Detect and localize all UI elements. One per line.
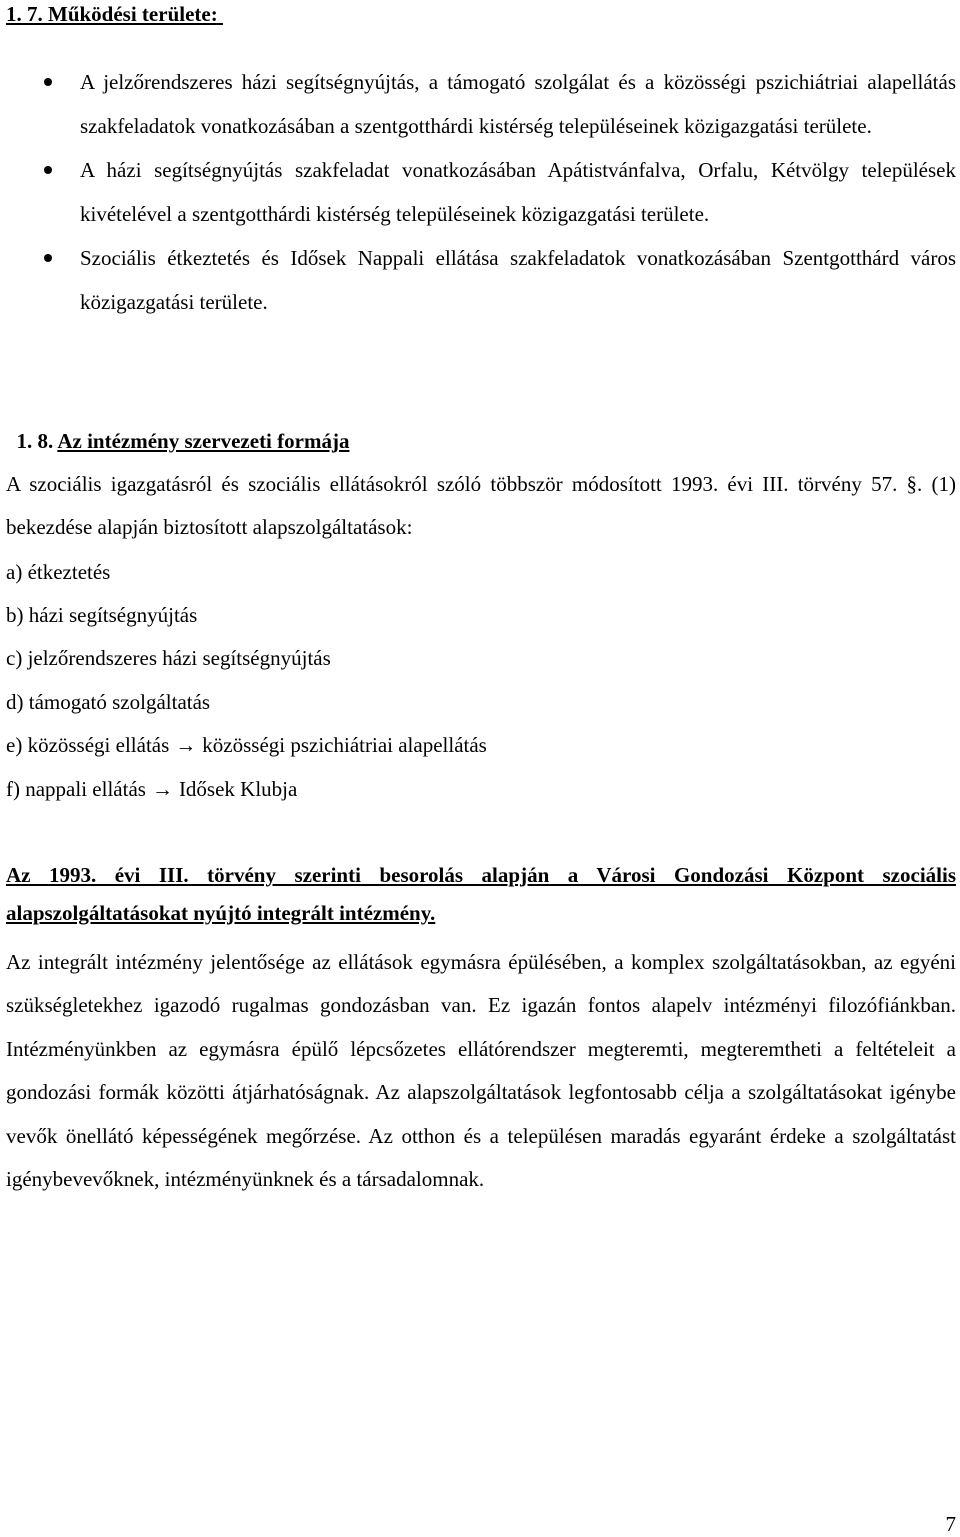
service-label: e) közösségi ellátás — [6, 733, 170, 757]
section-title: Az intézmény szervezeti formája — [57, 429, 350, 453]
bullet-text: A jelzőrendszeres házi segítségnyújtás, a támogató szolgálat és a közösségi pszichiátriai alapellátás szakfeladatok vonatkozásában a szentgotthárdi kistérség településeinek közigazgatási területe. — [80, 70, 956, 138]
bullet-icon — [44, 166, 52, 174]
service-target: közösségi pszichiátriai alapellátás — [202, 733, 487, 757]
section-heading-1-7: 1. 7. Működési területe: — [6, 2, 223, 26]
services-intro: A szociális igazgatásról és szociális ellátásokról szóló többször módosított 1993. évi III. törvény 57. §. (1) bekezdése alapján biztosított alapszolgáltatások: — [6, 472, 956, 540]
bullet-text: A házi segítségnyújtás szakfeladat vonatkozásában Apátistvánfalva, Orfalu, Kétvölgy települések kivételével a szentgotthárdi kistérség településeinek közigazgatási területe. — [80, 158, 956, 226]
service-label: f) nappali ellátás — [6, 777, 146, 801]
service-item-e — [6, 733, 487, 758]
section-number: 1. 8. — [16, 429, 58, 453]
list-item — [0, 148, 960, 236]
classification-statement: Az 1993. évi III. törvény szerinti besorolás alapján a Városi Gondozási Központ szociális alapszolgáltatásokat nyújtó integrált intézmény. — [6, 863, 956, 925]
bullet-icon — [44, 254, 52, 262]
arrow-right-icon: → — [151, 777, 173, 801]
service-target: Idősek Klubja — [178, 777, 298, 801]
list-item — [0, 60, 960, 148]
bullet-text: Szociális étkeztetés és Idősek Nappali ellátása szakfeladatok vonatkozásában Szentgotthárd város közigazgatási területe. — [80, 246, 956, 314]
arrow-right-icon: → — [175, 733, 197, 757]
body-paragraph: Az integrált intézmény jelentősége az ellátások egymásra épülésében, a komplex szolgáltatásokban, az egyéni szükségletekhez igazodó rugalmas gondozásban van. Ez igazán fontos alapelv intézményi filozófiánkban. Intézményünkben az egymásra épülő lépcsőzetes ellátórendszer megteremti, megteremtheti a feltételeit a gondozási formák közötti átjárhatóságnak. Az alapszolgáltatások legfontosabb célja a szolgáltatásokat igénybe vevők önellátó képességének megőrzése. Az otthon és a településen maradás egyaránt érdeke a szolgáltatást igénybevevőknek, intézményünknek és a társadalomnak. — [6, 950, 956, 1192]
service-item-a: a) étkeztetés — [6, 560, 111, 584]
page-number: 7 — [945, 1512, 956, 1536]
service-item-b: b) házi segítségnyújtás — [6, 603, 198, 627]
list-item — [0, 236, 960, 324]
service-item-c: c) jelzőrendszeres házi segítségnyújtás — [6, 646, 331, 670]
area-bullet-list — [0, 60, 960, 324]
service-item-f — [6, 777, 297, 802]
bullet-icon — [44, 78, 52, 86]
section-heading-1-8 — [6, 404, 349, 454]
service-item-d: d) támogató szolgáltatás — [6, 690, 211, 714]
